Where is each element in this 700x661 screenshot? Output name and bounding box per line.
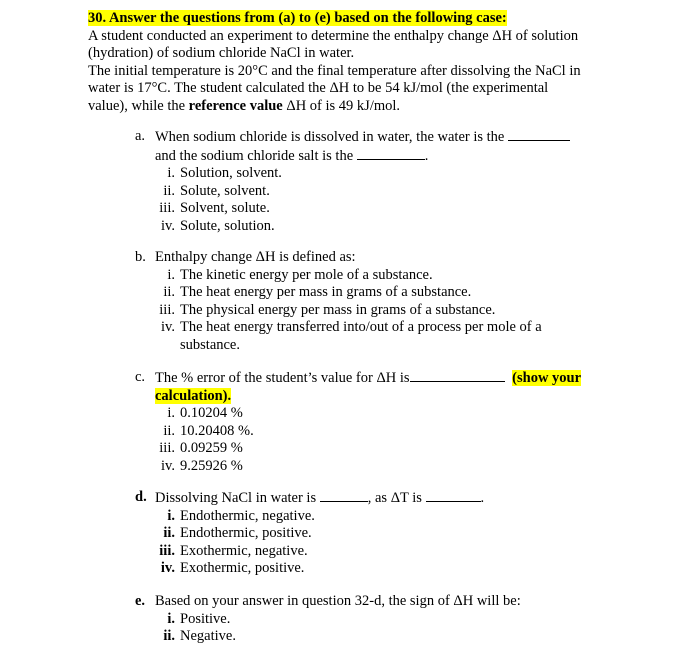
option-item[interactable]: ii. 10.20408 %. [163, 422, 254, 439]
question-b-options [135, 267, 605, 355]
question-e-letter: e. [135, 593, 146, 609]
question-c-text: The % error of the student’s value for ΔH is [155, 370, 410, 386]
case-line-4: water is 17°C. The student calculated the ΔH to be 54 kJ/mol (the experimental [88, 80, 549, 96]
question-a-letter: a. [135, 128, 146, 144]
answer-blank[interactable] [320, 489, 368, 502]
option-item[interactable]: i. The kinetic energy per mole of a substance. [167, 266, 433, 283]
option-item[interactable]: i. Solution, solvent. [167, 165, 282, 181]
question-a: a. When sodium chloride is dissolved in water, the water is the and the sodium chloride salt is the . i. Solution, solvent. ii. Solute, solvent. iii. Solvent, solute. iv. Solute, solution. [135, 128, 605, 235]
answer-blank[interactable] [508, 128, 570, 141]
show-your-calculation-note: (show your [512, 370, 582, 386]
question-a-options [135, 165, 605, 235]
question-c-letter: c. [135, 369, 146, 385]
question-title-text: 30. Answer the questions from (a) to (e) based on the following case: [88, 10, 507, 26]
calculation-note: calculation). [155, 387, 232, 404]
reference-value-label: reference value [188, 97, 283, 114]
option-item[interactable]: ii. Negative. [163, 628, 236, 644]
case-line-2: (hydration) of sodium chloride NaCl in water. [88, 45, 355, 61]
question-d-letter: d. [135, 489, 147, 505]
question-e-options [135, 611, 605, 646]
option-item[interactable]: iv. Solute, solution. [161, 217, 275, 234]
question-b-letter: b. [135, 249, 146, 265]
option-item[interactable]: iii. The physical energy per mass in grams of a substance. [159, 301, 496, 318]
question-b [135, 249, 605, 354]
option-item[interactable]: ii. Endothermic, positive. [163, 525, 312, 541]
case-description [88, 10, 688, 115]
answer-blank[interactable] [410, 369, 505, 382]
option-item[interactable]: i. Positive. [167, 610, 231, 627]
answer-blank[interactable] [357, 147, 425, 160]
case-line-5: value), while the reference value ΔH of is 49 kJ/mol. [88, 97, 401, 114]
question-b-text: Enthalpy change ΔH is defined as: [155, 249, 356, 265]
option-item[interactable]: iv. Exothermic, positive. [160, 560, 305, 576]
option-item[interactable]: ii. Solute, solvent. [163, 182, 270, 199]
option-item[interactable]: iii. Solvent, solute. [159, 200, 270, 216]
question-e [135, 593, 605, 646]
option-continuation: substance. [180, 336, 240, 353]
question-d-options [135, 508, 605, 578]
option-item[interactable]: i. Endothermic, negative. [167, 507, 315, 524]
question-e-text: Based on your answer in question 32-d, the sign of ΔH will be: [155, 593, 521, 609]
question-title [88, 10, 688, 28]
option-item[interactable]: iv. 9.25926 % [161, 457, 243, 474]
question-a-text-1: When sodium chloride is dissolved in water, the water is the [155, 129, 505, 145]
option-item[interactable]: iii. Exothermic, negative. [159, 542, 308, 559]
question-c [135, 369, 605, 475]
option-item[interactable]: iv. The heat energy transferred into/out of a process per mole of a [161, 319, 542, 335]
question-c-options [135, 405, 605, 475]
question-d-text-1: Dissolving NaCl in water is [155, 490, 317, 506]
option-item[interactable]: iii. 0.09259 % [159, 440, 243, 456]
question-a-text-2: and the sodium chloride salt is the [155, 147, 354, 164]
option-item[interactable]: ii. The heat energy per mass in grams of a substance. [163, 284, 472, 300]
case-line-3: The initial temperature is 20°C and the final temperature after dissolving the NaCl in [88, 62, 581, 79]
option-item[interactable]: i. 0.10204 % [167, 405, 243, 421]
question-d: d. Dissolving NaCl in water is , as ΔT is . i. Endothermic, negative. ii. Endothermic, positive. iii. Exothermic, negative. iv. Exothermic, positive. [135, 489, 605, 578]
case-line-1: A student conducted an experiment to determine the enthalpy change ΔH of solution [88, 27, 579, 44]
answer-blank[interactable] [426, 489, 481, 502]
